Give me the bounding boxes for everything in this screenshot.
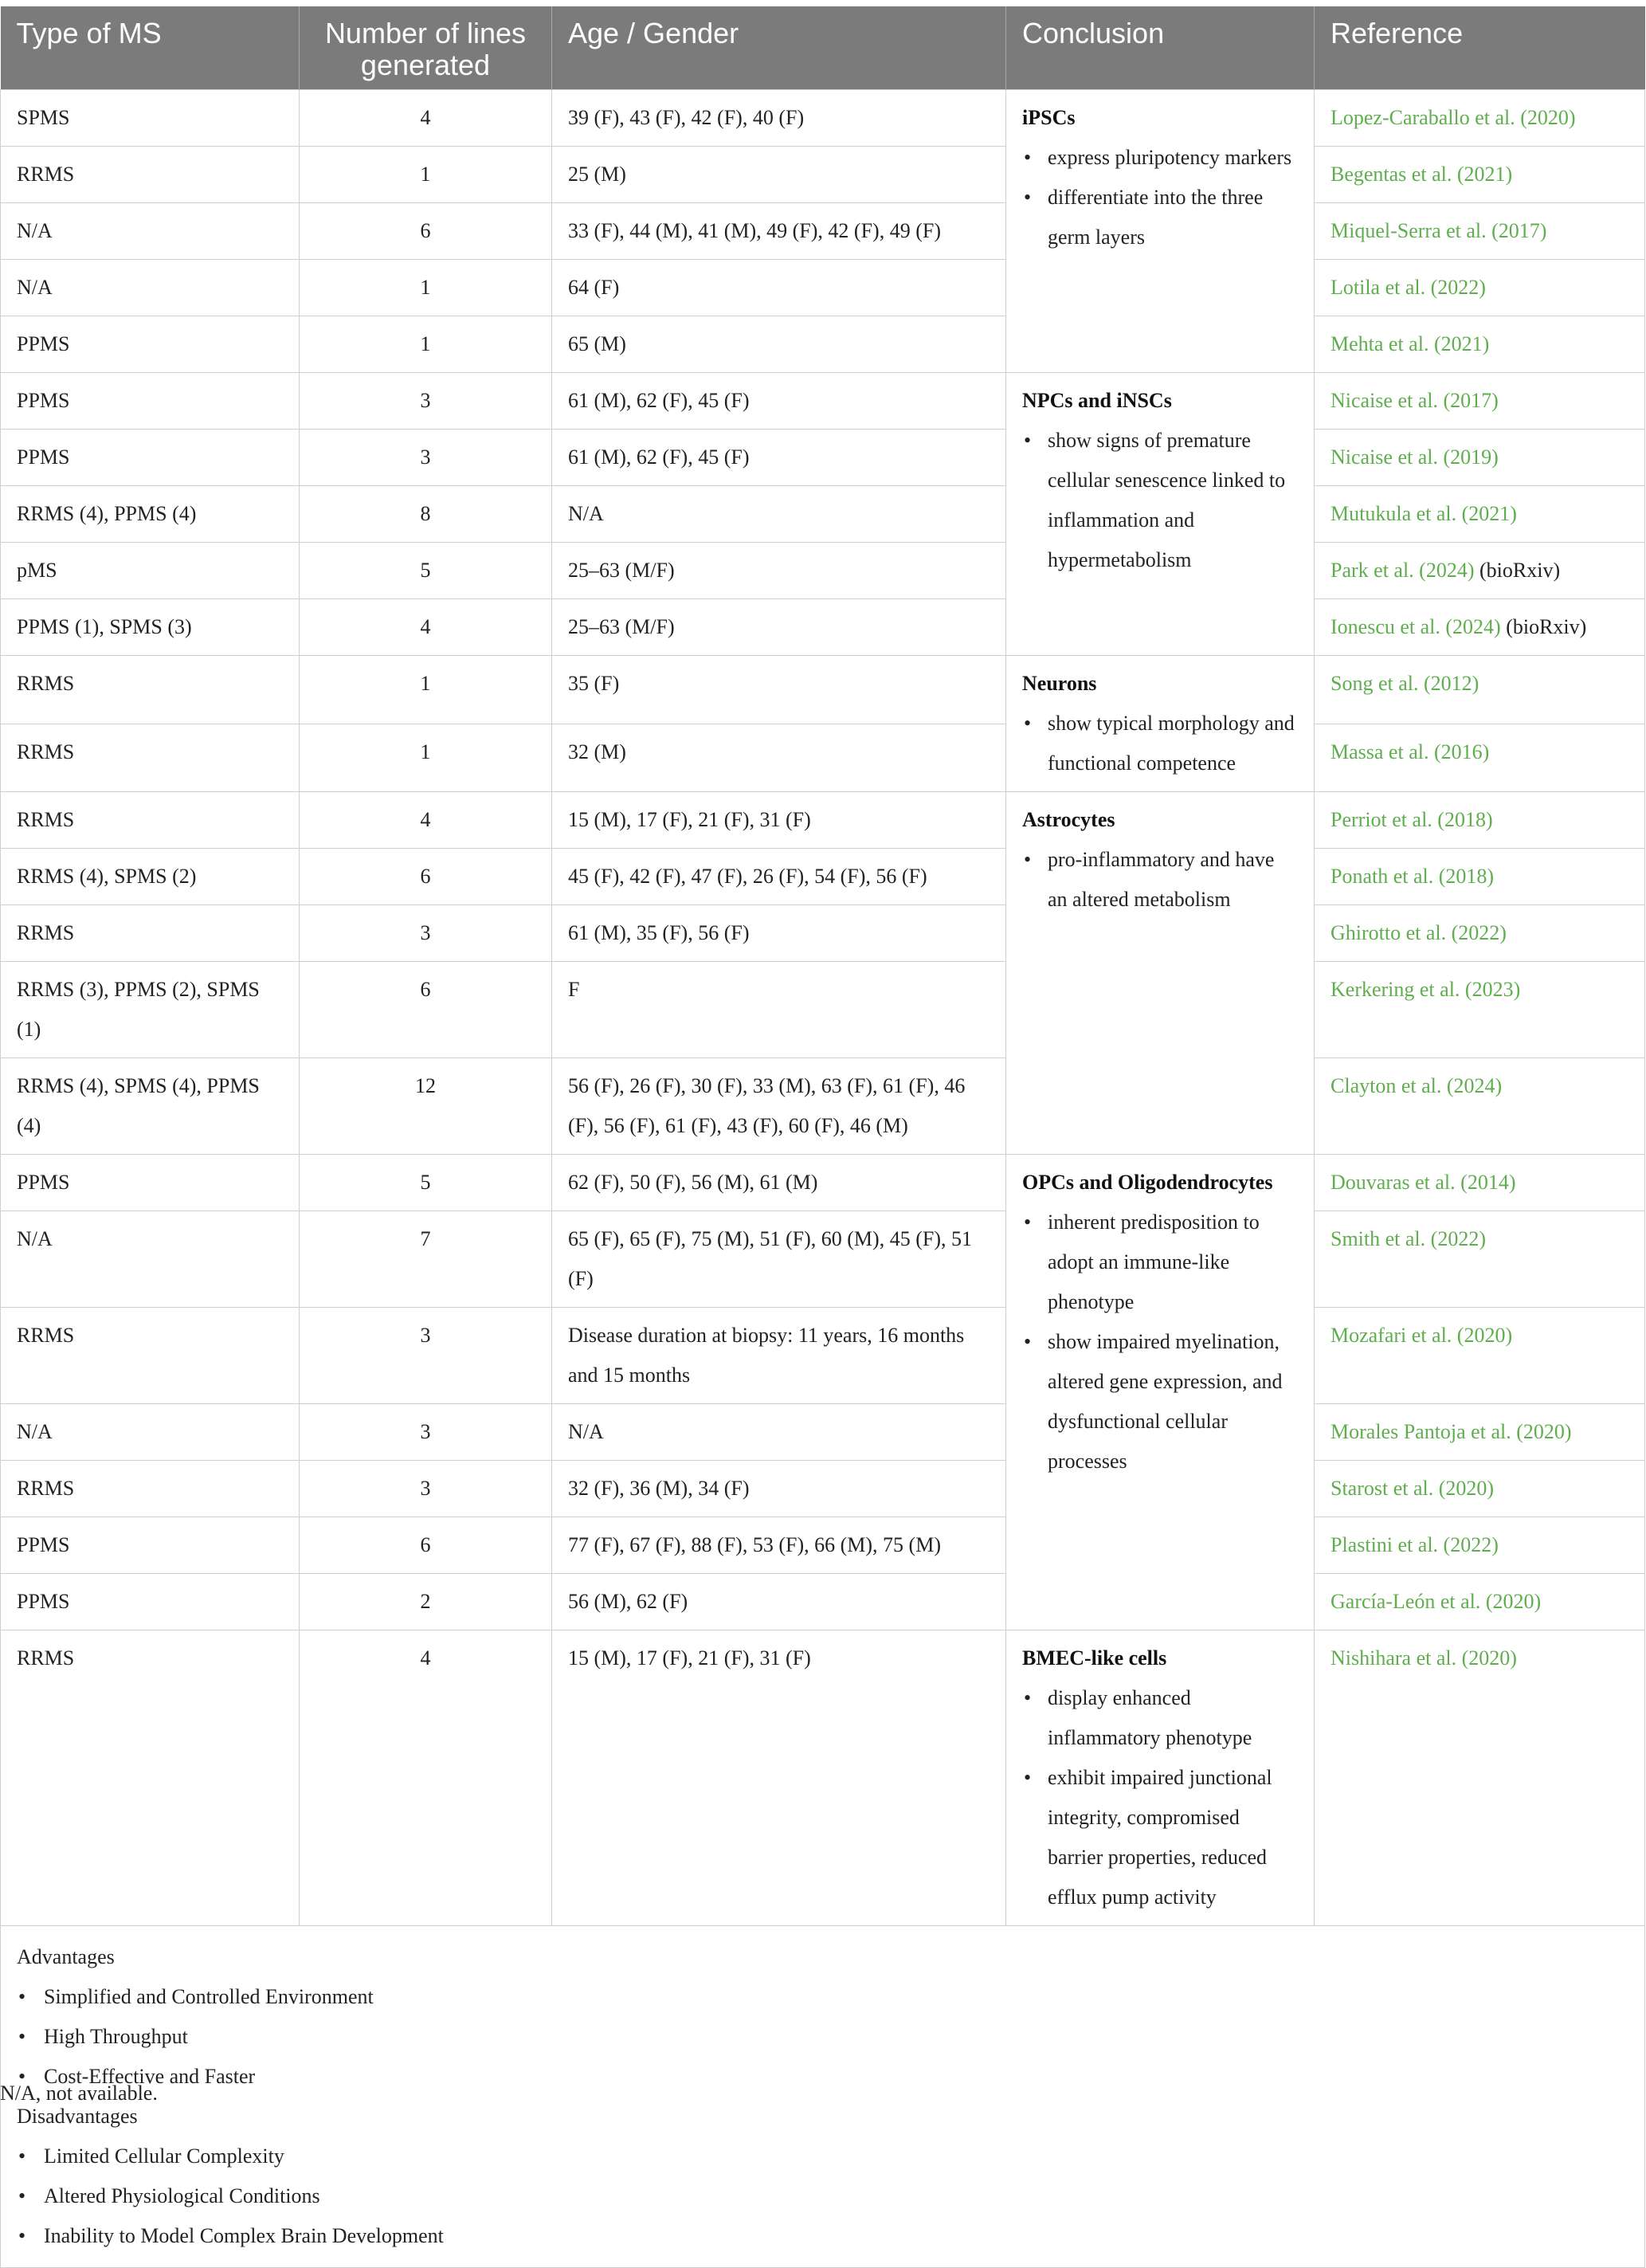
age-cell: 65 (F), 65 (F), 75 (M), 51 (F), 60 (M), 45 (F), 51 (F): [552, 1211, 1006, 1308]
lines-cell: 1: [300, 724, 552, 792]
age-cell: 15 (M), 17 (F), 21 (F), 31 (F): [552, 1630, 1006, 1926]
reference-link[interactable]: Plastini et al. (2022): [1315, 1517, 1645, 1574]
age-cell: 61 (M), 35 (F), 56 (F): [552, 905, 1006, 962]
conclusion-opcs: [1006, 1155, 1315, 1630]
reference-link[interactable]: Morales Pantoja et al. (2020): [1315, 1404, 1645, 1461]
header-reference: Reference: [1315, 6, 1645, 90]
lines-cell: 6: [300, 849, 552, 905]
header-conclusion: Conclusion: [1006, 6, 1315, 90]
lines-cell: 6: [300, 962, 552, 1058]
conclusion-title: OPCs and Oligodendrocytes: [1022, 1171, 1273, 1194]
lines-cell: 6: [300, 1517, 552, 1574]
type-cell: RRMS: [1, 792, 300, 849]
conclusion-title: iPSCs: [1022, 106, 1076, 129]
age-cell: 25–63 (M/F): [552, 543, 1006, 599]
lines-cell: 3: [300, 1308, 552, 1404]
reference-link[interactable]: Douvaras et al. (2014): [1315, 1155, 1645, 1211]
table-row: [1, 1308, 1645, 1404]
conclusion-bullet: • display enhanced inflammatory phenotype: [1048, 1678, 1298, 1758]
age-cell: 32 (M): [552, 724, 1006, 792]
age-cell: 77 (F), 67 (F), 88 (F), 53 (F), 66 (M), 75 (M): [552, 1517, 1006, 1574]
header-type: Type of MS: [1, 6, 300, 90]
reference-link[interactable]: Song et al. (2012): [1315, 656, 1645, 724]
age-cell: 25–63 (M/F): [552, 599, 1006, 656]
type-cell: RRMS (4), SPMS (4), PPMS (4): [1, 1058, 300, 1155]
conclusion-title: BMEC-like cells: [1022, 1646, 1167, 1670]
reference-link[interactable]: Mozafari et al. (2020): [1315, 1308, 1645, 1404]
table-row: [1, 599, 1645, 656]
type-cell: RRMS (3), PPMS (2), SPMS (1): [1, 962, 300, 1058]
lines-cell: 12: [300, 1058, 552, 1155]
pros-cons-row: [1, 1926, 1645, 2268]
conclusion-bullet: • show typical morphology and functional competence: [1048, 704, 1298, 783]
table-row: [1, 1630, 1645, 1926]
table-row: [1, 1461, 1645, 1517]
table-row: [1, 430, 1645, 486]
conclusion-ipscs: [1006, 90, 1315, 373]
header-age: Age / Gender: [552, 6, 1006, 90]
reference-link[interactable]: Smith et al. (2022): [1315, 1211, 1645, 1308]
reference-link[interactable]: Kerkering et al. (2023): [1315, 962, 1645, 1058]
table-container: [0, 6, 1644, 2268]
table-row: [1, 316, 1645, 373]
conclusion-bullet: • show signs of premature cellular senescence linked to inflammation and hypermetabolism: [1048, 421, 1298, 580]
disadvantage-item: • Inability to Model Complex Brain Development: [44, 2216, 1628, 2256]
conclusion-bullet: • differentiate into the three germ layers: [1048, 178, 1298, 257]
header-lines: Number of lines generated: [300, 6, 552, 90]
disadvantage-item: • Limited Cellular Complexity: [44, 2137, 1628, 2176]
lines-cell: 8: [300, 486, 552, 543]
conclusion-npcs: [1006, 373, 1315, 656]
reference-link[interactable]: García-León et al. (2020): [1315, 1574, 1645, 1630]
conclusion-bullet: • show impaired myelination, altered gene expression, and dysfunctional cellular processes: [1048, 1322, 1298, 1481]
reference-link[interactable]: Nishihara et al. (2020): [1315, 1630, 1645, 1926]
reference-cell: [1315, 543, 1645, 599]
type-cell: RRMS (4), PPMS (4): [1, 486, 300, 543]
lines-cell: 3: [300, 1461, 552, 1517]
reference-suffix: (bioRxiv): [1500, 615, 1587, 638]
conclusion-bullet: • express pluripotency markers: [1048, 138, 1298, 178]
advantage-item: • Cost-Effective and Faster: [44, 2057, 1628, 2097]
reference-link[interactable]: Lopez-Caraballo et al. (2020): [1315, 90, 1645, 147]
table-row: [1, 1574, 1645, 1630]
table-row: [1, 1404, 1645, 1461]
type-cell: RRMS: [1, 147, 300, 203]
age-cell: N/A: [552, 1404, 1006, 1461]
age-cell: 45 (F), 42 (F), 47 (F), 26 (F), 54 (F), 56 (F): [552, 849, 1006, 905]
age-cell: Disease duration at biopsy: 11 years, 16 months and 15 months: [552, 1308, 1006, 1404]
type-cell: PPMS: [1, 1155, 300, 1211]
lines-cell: 3: [300, 430, 552, 486]
table-row: [1, 1517, 1645, 1574]
conclusion-neurons: [1006, 656, 1315, 792]
table-row: [1, 905, 1645, 962]
reference-link[interactable]: Mehta et al. (2021): [1315, 316, 1645, 373]
age-cell: 32 (F), 36 (M), 34 (F): [552, 1461, 1006, 1517]
reference-cell: [1315, 599, 1645, 656]
table-row: [1, 147, 1645, 203]
lines-cell: 1: [300, 260, 552, 316]
age-cell: 35 (F): [552, 656, 1006, 724]
table-row: [1, 724, 1645, 792]
reference-link[interactable]: Nicaise et al. (2019): [1315, 430, 1645, 486]
reference-link[interactable]: Ionescu et al. (2024): [1331, 615, 1501, 638]
reference-link[interactable]: Starost et al. (2020): [1315, 1461, 1645, 1517]
age-cell: F: [552, 962, 1006, 1058]
disadvantages-title: Disadvantages: [17, 2105, 138, 2128]
table-row: [1, 543, 1645, 599]
conclusion-bullet: • inherent predisposition to adopt an immune-like phenotype: [1048, 1203, 1298, 1322]
table-row: [1, 373, 1645, 430]
reference-link[interactable]: Nicaise et al. (2017): [1315, 373, 1645, 430]
age-cell: 56 (F), 26 (F), 30 (F), 33 (M), 63 (F), 61 (F), 46 (F), 56 (F), 61 (F), 43 (F), 60 (F), 46 (M): [552, 1058, 1006, 1155]
conclusion-astrocytes: [1006, 792, 1315, 1155]
reference-link[interactable]: Lotila et al. (2022): [1315, 260, 1645, 316]
lines-cell: 7: [300, 1211, 552, 1308]
type-cell: PPMS: [1, 1517, 300, 1574]
type-cell: PPMS (1), SPMS (3): [1, 599, 300, 656]
type-cell: RRMS: [1, 1630, 300, 1926]
table-row: [1, 1211, 1645, 1308]
header-row: [1, 6, 1645, 90]
lines-cell: 3: [300, 373, 552, 430]
type-cell: RRMS: [1, 1308, 300, 1404]
pros-cons-cell: [1, 1926, 1645, 2268]
reference-link[interactable]: Ponath et al. (2018): [1315, 849, 1645, 905]
reference-link[interactable]: Miquel-Serra et al. (2017): [1315, 203, 1645, 260]
lines-cell: 6: [300, 203, 552, 260]
type-cell: RRMS: [1, 724, 300, 792]
lines-cell: 4: [300, 792, 552, 849]
age-cell: 25 (M): [552, 147, 1006, 203]
reference-link[interactable]: Park et al. (2024): [1331, 559, 1475, 582]
reference-suffix: (bioRxiv): [1474, 559, 1561, 582]
lines-cell: 4: [300, 599, 552, 656]
conclusion-bullet: • exhibit impaired junctional integrity, compromised barrier properties, reduced efflux pump activity: [1048, 1758, 1298, 1917]
type-cell: SPMS: [1, 90, 300, 147]
reference-link[interactable]: Clayton et al. (2024): [1315, 1058, 1645, 1155]
footnote: N/A, not available.: [0, 2082, 158, 2105]
reference-link[interactable]: Perriot et al. (2018): [1315, 792, 1645, 849]
lines-cell: 5: [300, 543, 552, 599]
type-cell: PPMS: [1, 430, 300, 486]
reference-link[interactable]: Ghirotto et al. (2022): [1315, 905, 1645, 962]
type-cell: RRMS: [1, 1461, 300, 1517]
age-cell: 61 (M), 62 (F), 45 (F): [552, 430, 1006, 486]
lines-cell: 4: [300, 90, 552, 147]
disadvantage-item: • Altered Physiological Conditions: [44, 2176, 1628, 2216]
lines-cell: 1: [300, 316, 552, 373]
table-row: [1, 1058, 1645, 1155]
type-cell: PPMS: [1, 316, 300, 373]
type-cell: RRMS: [1, 905, 300, 962]
advantage-item: • High Throughput: [44, 2017, 1628, 2057]
conclusion-title: Neurons: [1022, 672, 1097, 695]
lines-cell: 3: [300, 1404, 552, 1461]
age-cell: 65 (M): [552, 316, 1006, 373]
table-row: [1, 1155, 1645, 1211]
table-row: [1, 849, 1645, 905]
age-cell: 39 (F), 43 (F), 42 (F), 40 (F): [552, 90, 1006, 147]
age-cell: 56 (M), 62 (F): [552, 1574, 1006, 1630]
reference-link[interactable]: Mutukula et al. (2021): [1315, 486, 1645, 543]
advantage-item: • Simplified and Controlled Environment: [44, 1977, 1628, 2017]
age-cell: 61 (M), 62 (F), 45 (F): [552, 373, 1006, 430]
lines-cell: 5: [300, 1155, 552, 1211]
table-row: [1, 260, 1645, 316]
type-cell: PPMS: [1, 373, 300, 430]
reference-link[interactable]: Begentas et al. (2021): [1315, 147, 1645, 203]
conclusion-title: Astrocytes: [1022, 808, 1115, 831]
conclusion-bullet: • pro-inflammatory and have an altered metabolism: [1048, 840, 1298, 920]
lines-cell: 3: [300, 905, 552, 962]
age-cell: 64 (F): [552, 260, 1006, 316]
advantages-title: Advantages: [17, 1945, 115, 1968]
type-cell: N/A: [1, 1404, 300, 1461]
table-row: [1, 90, 1645, 147]
age-cell: 15 (M), 17 (F), 21 (F), 31 (F): [552, 792, 1006, 849]
age-cell: N/A: [552, 486, 1006, 543]
type-cell: pMS: [1, 543, 300, 599]
age-cell: 33 (F), 44 (M), 41 (M), 49 (F), 42 (F), 49 (F): [552, 203, 1006, 260]
type-cell: N/A: [1, 203, 300, 260]
age-cell: 62 (F), 50 (F), 56 (M), 61 (M): [552, 1155, 1006, 1211]
conclusion-title: NPCs and iNSCs: [1022, 389, 1172, 412]
type-cell: RRMS (4), SPMS (2): [1, 849, 300, 905]
lines-cell: 2: [300, 1574, 552, 1630]
table-row: [1, 792, 1645, 849]
table-row: [1, 486, 1645, 543]
type-cell: PPMS: [1, 1574, 300, 1630]
reference-link[interactable]: Massa et al. (2016): [1315, 724, 1645, 792]
conclusion-bmec: [1006, 1630, 1315, 1926]
type-cell: RRMS: [1, 656, 300, 724]
table-row: [1, 203, 1645, 260]
lines-cell: 4: [300, 1630, 552, 1926]
table-row: [1, 962, 1645, 1058]
type-cell: N/A: [1, 260, 300, 316]
table-row: [1, 656, 1645, 724]
type-cell: N/A: [1, 1211, 300, 1308]
lines-cell: 1: [300, 656, 552, 724]
ms-ipsc-table: [0, 6, 1645, 2268]
lines-cell: 1: [300, 147, 552, 203]
